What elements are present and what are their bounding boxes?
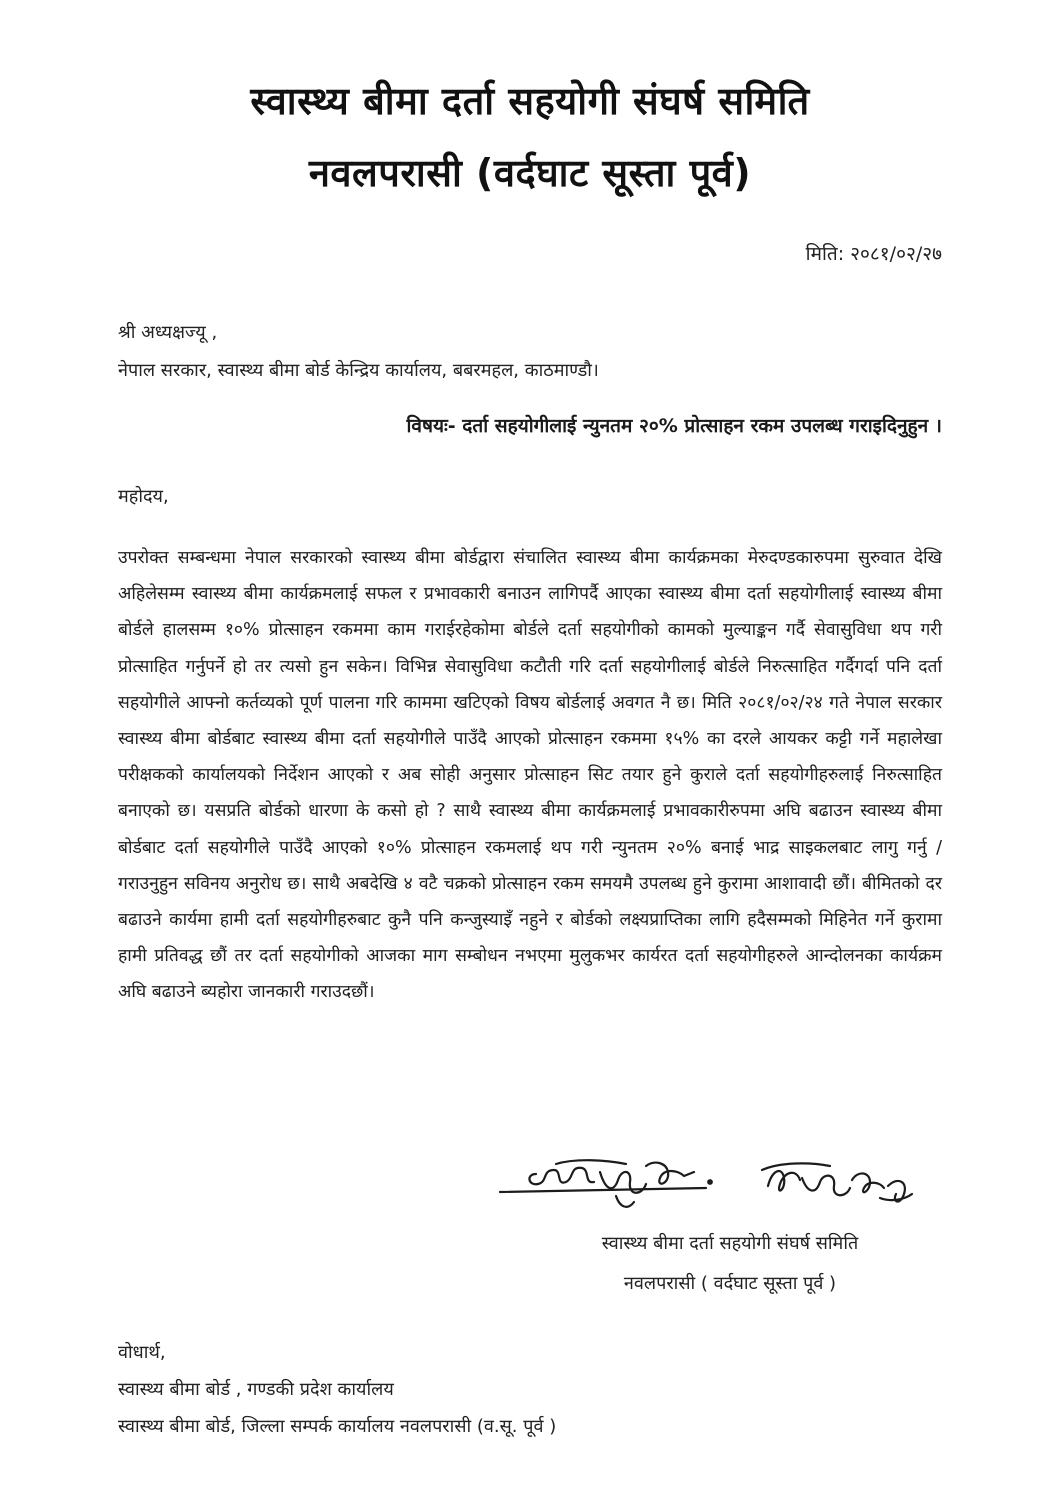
- recipient-address: नेपाल सरकार, स्वास्थ्य बीमा बोर्ड केन्द्रिय कार्यालय, बबरमहल, काठमाण्डौ।: [118, 360, 599, 381]
- salutation: महोदय,: [118, 486, 169, 507]
- recipient-block: [118, 314, 599, 390]
- letterhead-title: स्वास्थ्य बीमा दर्ता सहयोगी संघर्ष समिति: [250, 79, 810, 123]
- signature-image: [496, 1152, 936, 1222]
- letter-date: मिति: २०८१/०२/२७: [805, 243, 942, 265]
- signatory-location: नवलपरासी ( वर्दघाट सूस्ता पूर्व ): [623, 1273, 837, 1294]
- cc-recipient-1: स्वास्थ्य बीमा बोर्ड , गण्डकी प्रदेश कार्यालय: [118, 1379, 394, 1400]
- signatory-block: [520, 1224, 940, 1304]
- cc-recipient-2: स्वास्थ्य बीमा बोर्ड, जिल्ला सम्पर्क कार्यालय नवलपरासी (व.सू. पूर्व ): [118, 1416, 557, 1437]
- recipient-title: श्री अध्यक्षज्यू ,: [118, 322, 218, 343]
- letterhead-subtitle: नवलपरासी (वर्दघाट सूस्ता पूर्व): [308, 151, 752, 195]
- signatory-organization: स्वास्थ्य बीमा दर्ता सहयोगी संघर्ष समिति: [601, 1233, 859, 1254]
- letter-subject: विषयः- दर्ता सहयोगीलाई न्युनतम २०% प्रोत्साहन रकम उपलब्ध गराइदिनुहुन ।: [406, 415, 942, 437]
- cc-block: [118, 1334, 556, 1445]
- handwritten-signatures: [496, 1152, 936, 1222]
- cc-heading: वोधार्थ,: [118, 1342, 166, 1363]
- letter-body: उपरोक्त सम्बन्धमा नेपाल सरकारको स्वास्थ्य बीमा बोर्डद्वारा संचालित स्वास्थ्य बीमा कार्यक्रमका मेरुदण्डकारुपमा सुरुवात देखि अहिलेसम्म स्वास्थ्य बीमा कार्यक्रमलाई सफल र प्रभावकारी बनाउन लागिपर्दै आएका स्वास्थ्य बीमा दर्ता सहयोगीलाई स्वास्थ्य बीमा बोर्डले हालसम्म १०% प्रोत्साहन रकममा काम गराईरहेकोमा बोर्डले दर्ता सहयोगीको कामको मुल्याङ्कन गर्दै सेवासुविधा थप गरी प्रोत्साहित गर्नुपर्ने हो तर त्यसो हुन सकेन। विभिन्न सेवासुविधा कटौती गरि दर्ता सहयोगीलाई बोर्डले निरुत्साहित गर्दैगर्दा पनि दर्ता सहयोगीले आफ्नो कर्तव्यको पूर्ण पालना गरि काममा खटिएको विषय बोर्डलाई अवगत नै छ। मिति २०८१/०२/२४ गते नेपाल सरकार स्वास्थ्य बीमा बोर्डबाट स्वास्थ्य बीमा दर्ता सहयोगीले पाउँदै आएको प्रोत्साहन रकममा १५% का दरले आयकर कट्टी गर्ने महालेखा परीक्षकको कार्यालयको निर्देशन आएको र अब सोही अनुसार प्रोत्साहन सिट तयार हुने कुराले दर्ता सहयोगीहरुलाई निरुत्साहित बनाएको छ। यसप्रति बोर्डको धारणा के कसो हो ? साथै स्वास्थ्य बीमा कार्यक्रमलाई प्रभावकारीरुपमा अघि बढाउन स्वास्थ्य बीमा बोर्डबाट दर्ता सहयोगीले पाउँदै आएको १०% प्रोत्साहन रकमलाई थप गरी न्युनतम २०% बनाई भाद्र साइकलबाट लागु गर्नु / गराउनुहुन सविनय अनुरोध छ। साथै अबदेखि ४ वटै चक्रको प्रोत्साहन रकम समयमै उपलब्ध हुने कुरामा आशावादी छौं। बीमितको दर बढाउने कार्यमा हामी दर्ता सहयोगीहरुबाट कुनै पनि कन्जुस्याइँ नहुने र बोर्डको लक्ष्यप्राप्तिका लागि हदैसम्मको मिहिनेत गर्ने कुरामा हामी प्रतिवद्ध छौं तर दर्ता सहयोगीको आजका माग सम्बोधन नभएमा मुलुकभर कार्यरत दर्ता सहयोगीहरुले आन्दोलनका कार्यक्रम अघि बढाउने ब्यहोरा जानकारी गराउदछौं।: [118, 548, 942, 1003]
